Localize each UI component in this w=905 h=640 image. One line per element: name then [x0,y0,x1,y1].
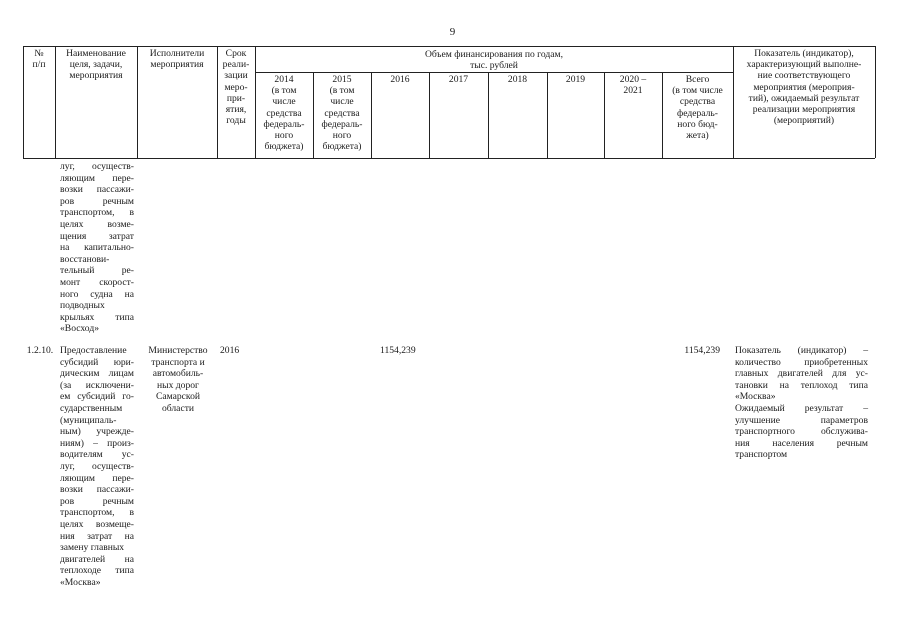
text-line: Показатель (индикатор) – [735,345,868,356]
text-line: дическим лицам [60,368,134,380]
header-year-2018: 2018 [507,74,528,85]
text-line: улучшение параметров [735,414,868,426]
text-line: теплоходе типа [60,565,134,577]
text-line: крыльях типа [60,311,134,323]
text-line: ем субсидий го- [60,391,134,403]
row-executor: Министерство транспорта и автомобиль- ных дорог Самарской области [148,345,208,414]
text-line: монт скорост- [60,276,134,288]
text-line: целях возме- [60,218,134,230]
text-line: количество приобретенных [735,356,868,368]
text-line: щения затрат [60,230,134,242]
text-line: луг, осуществ- [60,460,134,472]
text-line: транспортного обслужива- [735,426,868,438]
text-line: ным) учрежде- [60,426,134,438]
text-line: транспортом, в [60,207,134,219]
text-line: транспортом [735,449,788,461]
text-line: «Москва» [60,576,101,588]
text-line: сударственным [60,402,123,414]
text-line: «Восход» [60,323,99,335]
row-continued-name [60,161,134,335]
text-line: замену главных [60,542,125,554]
text-line: Ожидаемый результат – [735,402,868,414]
header-total: Всего (в том числе средства федераль- ного бюд- жета) [672,74,723,142]
text-line: ров речным [60,495,134,507]
text-line: ров речным [60,195,134,207]
text-line: (муниципаль- [60,414,117,426]
row-name [60,345,134,588]
text-line: ляющим пере- [60,172,134,184]
text-line: (за исключени- [60,379,134,391]
text-line: главных двигателей для ус- [735,368,868,380]
header-year-2014: 2014 (в том числе средства федераль- ного бюджета) [263,74,305,153]
row-value-2016: 1154,239 [380,345,416,356]
header-funding: Объем финансирования по годам, тыс. рублей [424,49,564,72]
row-value-total: 1154,239 [684,345,720,356]
header-year-2019: 2019 [565,74,586,85]
header-number: № п/п [32,48,46,71]
page-number: 9 [449,26,456,38]
text-line: «Москва» [735,391,776,403]
row-term: 2016 [220,345,240,356]
text-line: ляющим пере- [60,472,134,484]
text-line: ния населения речным [735,437,868,449]
header-year-2015: 2015 (в том числе средства федераль- ного бюджета) [321,74,363,153]
header-executor: Исполнители мероприятия [149,48,205,71]
header-year-2017: 2017 [448,74,469,85]
header-year-2016: 2016 [390,74,410,85]
row-indicator [735,345,868,461]
text-line: ниям) – произ- [60,437,134,449]
text-line: возки пассажи- [60,184,134,196]
text-line: возки пассажи- [60,484,134,496]
text-line: подводных [60,300,105,312]
text-line: водителям ус- [60,449,134,461]
text-line: Предоставление [60,345,127,356]
text-line: двигателей на [60,553,134,565]
text-line: целях возмеще- [60,518,134,530]
text-line: ния затрат на [60,530,134,542]
text-line: тановки на теплоход типа [735,379,868,391]
text-line: ного судна на [60,288,134,300]
text-line: восстанови- [60,253,110,265]
header-term: Срок реали- зации меро- при- ятия, годы [222,48,250,127]
header-name: Наименование целя, задачи, мероприятия [66,48,126,82]
header-indicator: Показатель (индикатор), характеризующий выполне- ние соответствующего мероприятия (мероприя- тий), ожидаемый результат реализации мероприятия (мероприятий) [746,48,862,127]
text-line: субсидий юри- [60,356,134,368]
header-year-2020-2021: 2020 – 2021 [619,74,647,97]
text-line: на капитально- [60,242,134,254]
text-line: тельный ре- [60,265,134,277]
text-line: транспортом, в [60,507,134,519]
row-number: 1.2.10. [26,345,54,356]
text-line: луг, осуществ- [60,161,134,172]
